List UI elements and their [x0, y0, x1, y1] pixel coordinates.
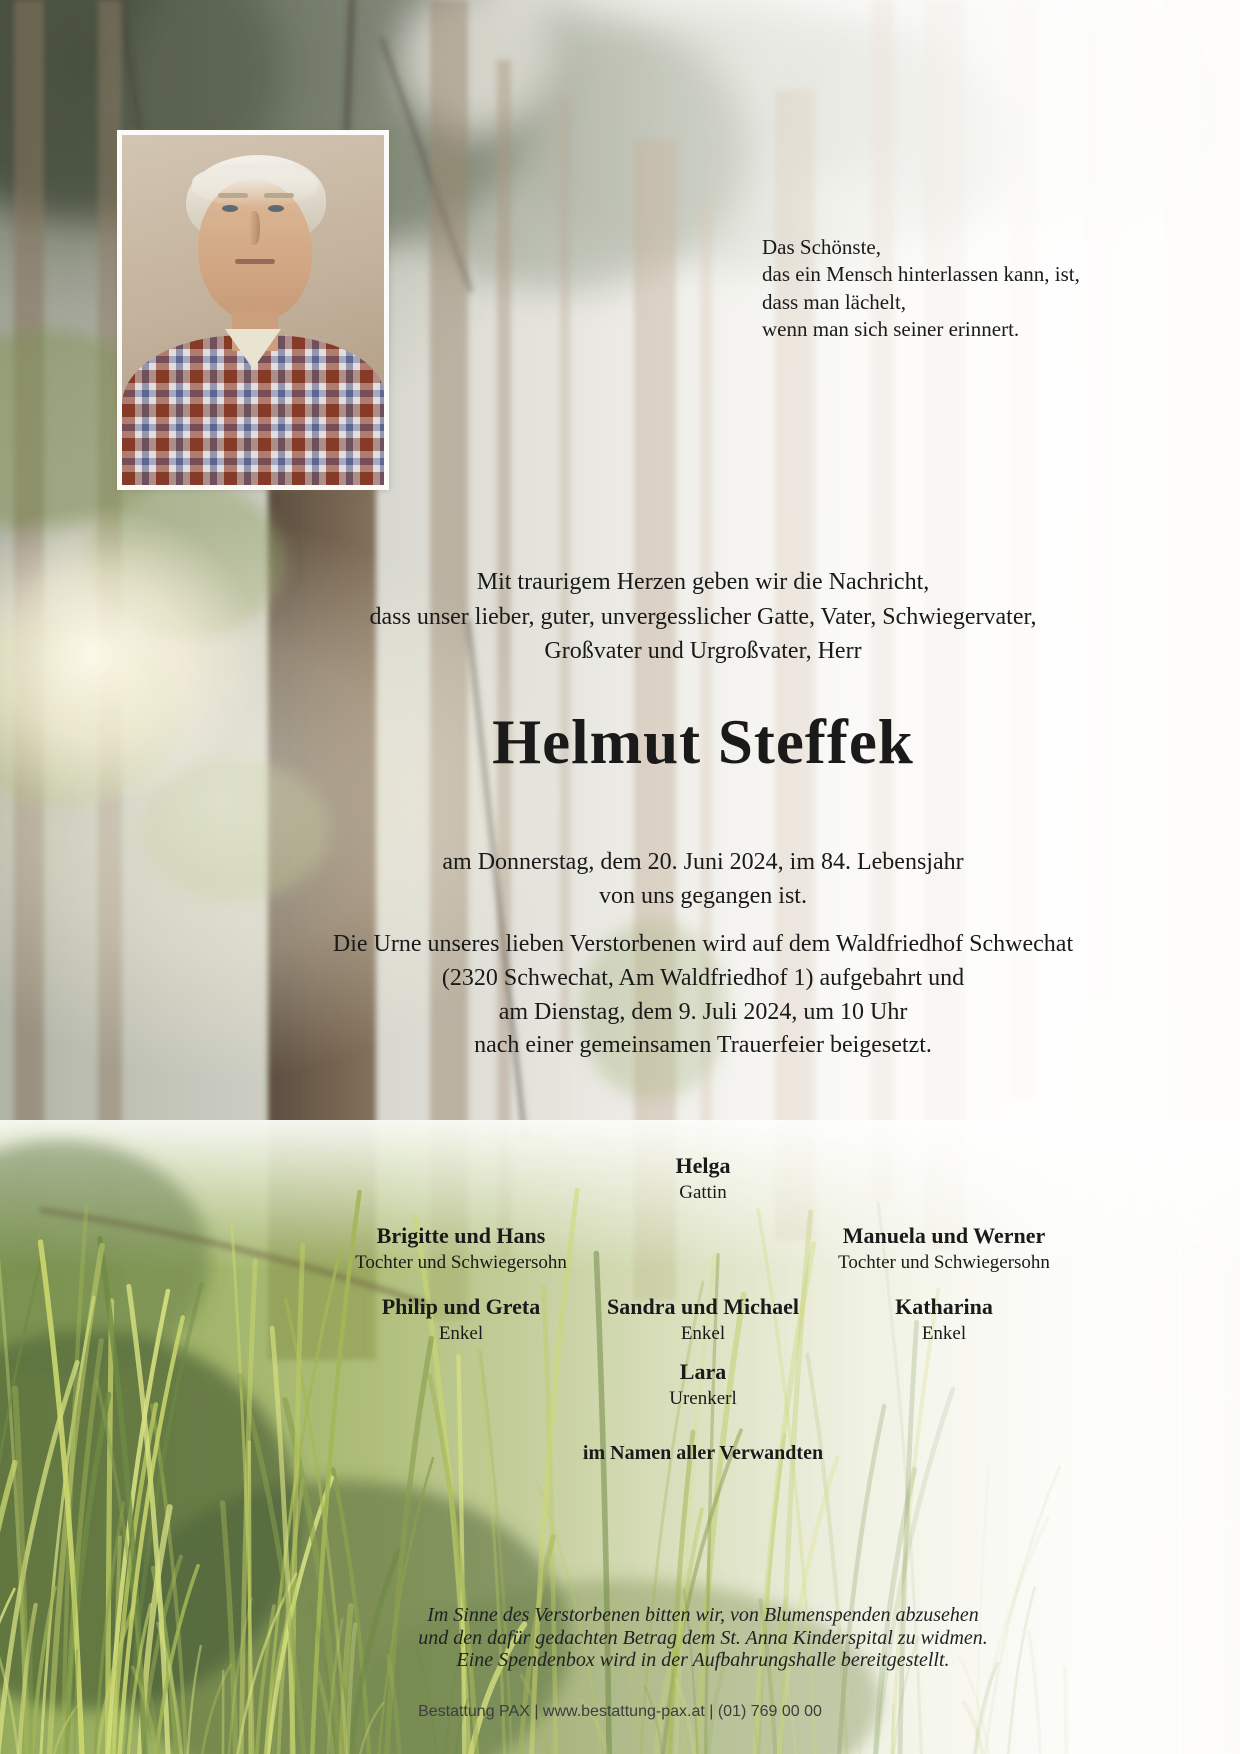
- portrait-plaid-shirt: [122, 335, 384, 485]
- funeral-line: Die Urne unseres lieben Verstorbenen wird auf dem Waldfriedhof Schwechat: [332, 931, 1074, 957]
- mourner-katharina: [774, 1293, 1114, 1347]
- mourner-relation: Tochter und Schwiegersohn: [838, 1252, 1050, 1273]
- intro-line: Großvater und Urgroßvater, Herr: [544, 638, 862, 665]
- mourner-relation: Enkel: [921, 1323, 967, 1344]
- mourner-brigitte-hans: [291, 1222, 631, 1276]
- mourner-name: Brigitte und Hans: [376, 1223, 546, 1248]
- portrait-brow-left: [218, 193, 248, 198]
- portrait-collar: [225, 329, 281, 369]
- mourner-name: Manuela und Werner: [842, 1223, 1046, 1248]
- portrait-mouth: [235, 259, 275, 264]
- mourner-name: Katharina: [895, 1294, 993, 1319]
- intro-line: dass unser lieber, guter, unvergesslicher Gatte, Vater, Schwiegervater,: [369, 603, 1037, 630]
- donation-line: Im Sinne des Verstorbenen bitten wir, von Blumenspenden abzusehen: [427, 1604, 979, 1626]
- mourner-relation: Urenkerl: [669, 1388, 737, 1409]
- mourner-relation: Tochter und Schwiegersohn: [355, 1252, 567, 1273]
- mourner-name: Sandra und Michael: [607, 1294, 799, 1319]
- funeral-line: (2320 Schwechat, Am Waldfriedhof 1) aufgebahrt und: [441, 964, 965, 991]
- portrait-nose: [248, 211, 260, 245]
- portrait-eye-left: [222, 205, 238, 212]
- death-date-info: [166, 845, 1240, 913]
- donation-note: [166, 1604, 1240, 1672]
- mourner-relation: Enkel: [680, 1323, 726, 1344]
- quote-line: das ein Mensch hinterlassen kann, ist,: [762, 262, 1080, 287]
- quote-line: wenn man sich seiner erinnert.: [762, 317, 1020, 342]
- mourner-lara: [533, 1358, 873, 1412]
- intro-line: Mit traurigem Herzen geben wir die Nachricht,: [476, 569, 930, 595]
- portrait-hair-fringe: [192, 165, 318, 207]
- mourner-helga: [533, 1152, 873, 1206]
- mourner-relation: Enkel: [438, 1323, 484, 1344]
- mourner-name: Helga: [675, 1153, 731, 1178]
- donation-line: Eine Spendenbox wird in der Aufbahrungshalle bereitgestellt.: [456, 1649, 950, 1672]
- portrait-eye-right: [268, 205, 284, 212]
- portrait-brow-right: [264, 193, 294, 198]
- death-line: am Donnerstag, dem 20. Juni 2024, im 84. Lebensjahr: [442, 849, 964, 875]
- memorial-quote: [762, 234, 1080, 344]
- mourner-name: Philip und Greta: [381, 1294, 541, 1319]
- funeral-info: [166, 928, 1240, 1063]
- portrait-photo: [117, 130, 389, 490]
- funeral-home-footer: Bestattung PAX | www.bestattung-pax.at | (01) 769 00 00: [418, 1703, 822, 1720]
- deceased-name: Helmut Steffek: [492, 707, 914, 777]
- mourner-manuela-werner: [774, 1222, 1114, 1276]
- death-line: von uns gegangen ist.: [599, 883, 807, 909]
- funeral-line: nach einer gemeinsamen Trauerfeier beigesetzt.: [474, 1032, 932, 1059]
- announcement-intro: [166, 565, 1240, 669]
- funeral-line: am Dienstag, dem 9. Juli 2024, um 10 Uhr: [498, 998, 908, 1025]
- quote-line: dass man lächelt,: [762, 289, 907, 314]
- donation-line: und den dafür gedachten Betrag dem St. Anna Kinderspital zu widmen.: [418, 1626, 988, 1649]
- mourner-name: Lara: [679, 1359, 727, 1384]
- closing-line: im Namen aller Verwandten: [582, 1442, 824, 1464]
- quote-line: Das Schönste,: [762, 235, 881, 259]
- mourner-relation: Gattin: [679, 1182, 727, 1203]
